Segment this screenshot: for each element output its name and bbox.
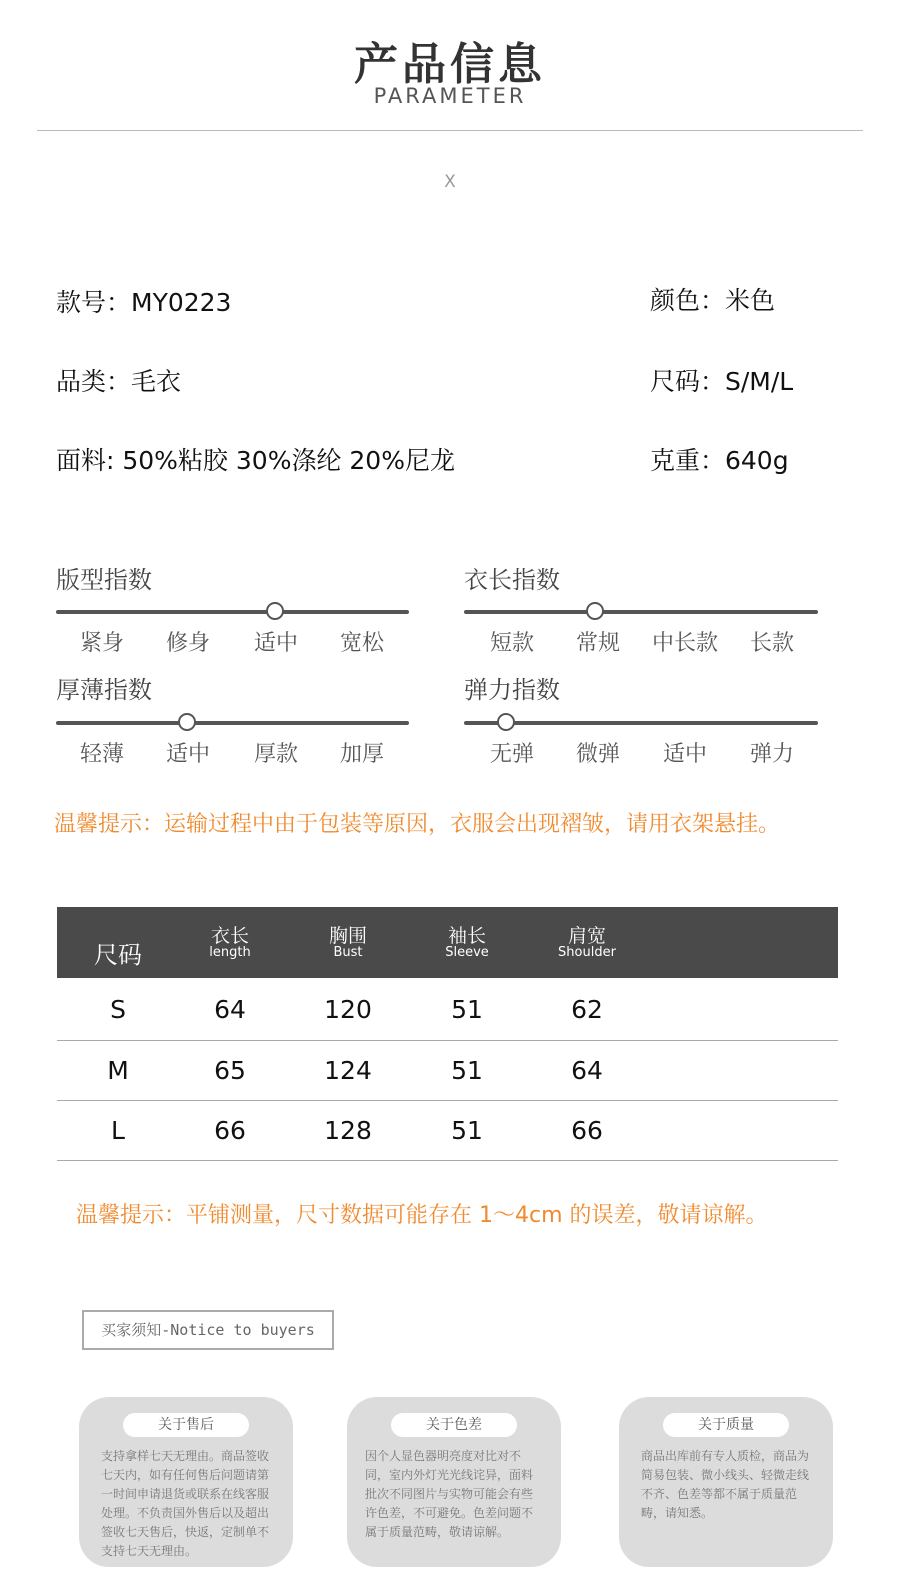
elasticity-index-track (464, 721, 818, 725)
row-divider (57, 1160, 838, 1161)
table-cell: 51 (451, 1116, 483, 1145)
fit-option: 修身 (165, 631, 210, 656)
thickness-index-knob (178, 713, 196, 731)
fit-index-track (56, 610, 409, 614)
length-option: 长款 (749, 631, 794, 656)
table-cell-size: S (110, 995, 126, 1024)
thickness-index-track (56, 721, 409, 725)
table-cell: 124 (324, 1056, 372, 1085)
column-header-en: length (209, 945, 251, 960)
table-cell: 65 (214, 1056, 246, 1085)
info-size: 尺码：S/M/L (650, 367, 794, 396)
info-style-no: 款号：MY0223 (56, 288, 232, 317)
column-header-en: Sleeve (445, 945, 489, 960)
measurement-tip: 温馨提示：平铺测量，尺寸数据可能存在 1～4cm 的误差，敬请谅解。 (76, 1203, 768, 1228)
notice-card-body: 因个人显色器明亮度对比对不同，室内外灯光光线诧异，面料批次不同图片与实物可能会有些许色差，不可避免。色差问题不属于质量范畴，敬请谅解。 (365, 1449, 534, 1539)
table-cell: 64 (571, 1056, 603, 1085)
length-index-track (464, 610, 818, 614)
thickness-option: 加厚 (339, 742, 384, 767)
header-divider (37, 130, 863, 131)
notice-card-body: 支持拿样七天无理由。商品签收七天内，如有任何售后问题请第一时间申请退货或联系在线客服处理。不负责国外售后以及超出签收七天售后，快返，定制单不支持七天无理由。 (101, 1449, 270, 1558)
elasticity-option: 无弹 (489, 742, 534, 767)
column-header-cn: 肩宽 (567, 925, 606, 947)
notice-card-after-sales (79, 1397, 293, 1567)
column-header-cn: 衣长 (210, 925, 249, 947)
shipping-tip: 温馨提示：运输过程中由于包装等原因，衣服会出现褶皱，请用衣架悬挂。 (54, 812, 781, 837)
fit-option: 紧身 (79, 631, 124, 656)
notice-card-title: 关于质量 (663, 1413, 789, 1437)
length-option: 短款 (489, 631, 534, 656)
notice-to-buyers-label: 买家须知-Notice to buyers (82, 1310, 334, 1350)
page-subtitle: PARAMETER (373, 84, 527, 108)
length-option: 常规 (575, 631, 620, 656)
fit-index-knob (266, 602, 284, 620)
length-option: 中长款 (651, 631, 718, 656)
notice-card-body: 商品出库前有专人质检，商品为简易包装、微小线头、轻微走线不齐、色差等都不属于质量范畴，请知悉。 (641, 1449, 810, 1520)
table-cell: 51 (451, 995, 483, 1024)
table-cell: 64 (214, 995, 246, 1024)
length-index-title: 衣长指数 (464, 566, 560, 594)
thickness-option: 适中 (165, 742, 210, 767)
table-cell-size: L (111, 1116, 125, 1145)
elasticity-option: 微弹 (575, 742, 620, 767)
table-cell: 66 (214, 1116, 246, 1145)
elasticity-option: 适中 (662, 742, 707, 767)
thickness-option: 轻薄 (79, 742, 124, 767)
fit-option: 适中 (253, 631, 298, 656)
close-icon[interactable]: X (444, 172, 456, 192)
info-weight: 克重：640g (650, 446, 789, 475)
elasticity-option: 弹力 (749, 742, 794, 767)
table-cell: 66 (571, 1116, 603, 1145)
info-fabric: 面料: 50%粘胶 30%涤纶 20%尼龙 (56, 446, 455, 475)
notice-card-title: 关于色差 (391, 1413, 517, 1437)
thickness-index-title: 厚薄指数 (56, 676, 152, 704)
notice-card-title: 关于售后 (123, 1413, 249, 1437)
table-cell: 128 (324, 1116, 372, 1145)
info-color: 颜色：米色 (650, 286, 776, 315)
fit-option: 宽松 (339, 631, 384, 656)
elasticity-index-title: 弹力指数 (464, 676, 560, 704)
column-header-cn: 胸围 (328, 925, 367, 947)
page-title: 产品信息 (354, 39, 546, 90)
notice-card-color-difference (347, 1397, 561, 1567)
table-cell-size: M (107, 1056, 129, 1085)
elasticity-index-knob (497, 713, 515, 731)
notice-card-quality (619, 1397, 833, 1567)
fit-index-title: 版型指数 (56, 566, 152, 594)
table-cell: 62 (571, 995, 603, 1024)
table-cell: 51 (451, 1056, 483, 1085)
table-cell: 120 (324, 995, 372, 1024)
column-header-cn: 袖长 (447, 925, 486, 947)
info-category: 品类：毛衣 (56, 367, 182, 396)
column-header-en: Bust (333, 945, 363, 960)
column-header-en: Shoulder (558, 945, 616, 960)
row-divider (57, 1100, 838, 1101)
size-column-header: 尺码 (94, 941, 142, 969)
row-divider (57, 1040, 838, 1041)
thickness-option: 厚款 (253, 742, 298, 767)
length-index-knob (586, 602, 604, 620)
